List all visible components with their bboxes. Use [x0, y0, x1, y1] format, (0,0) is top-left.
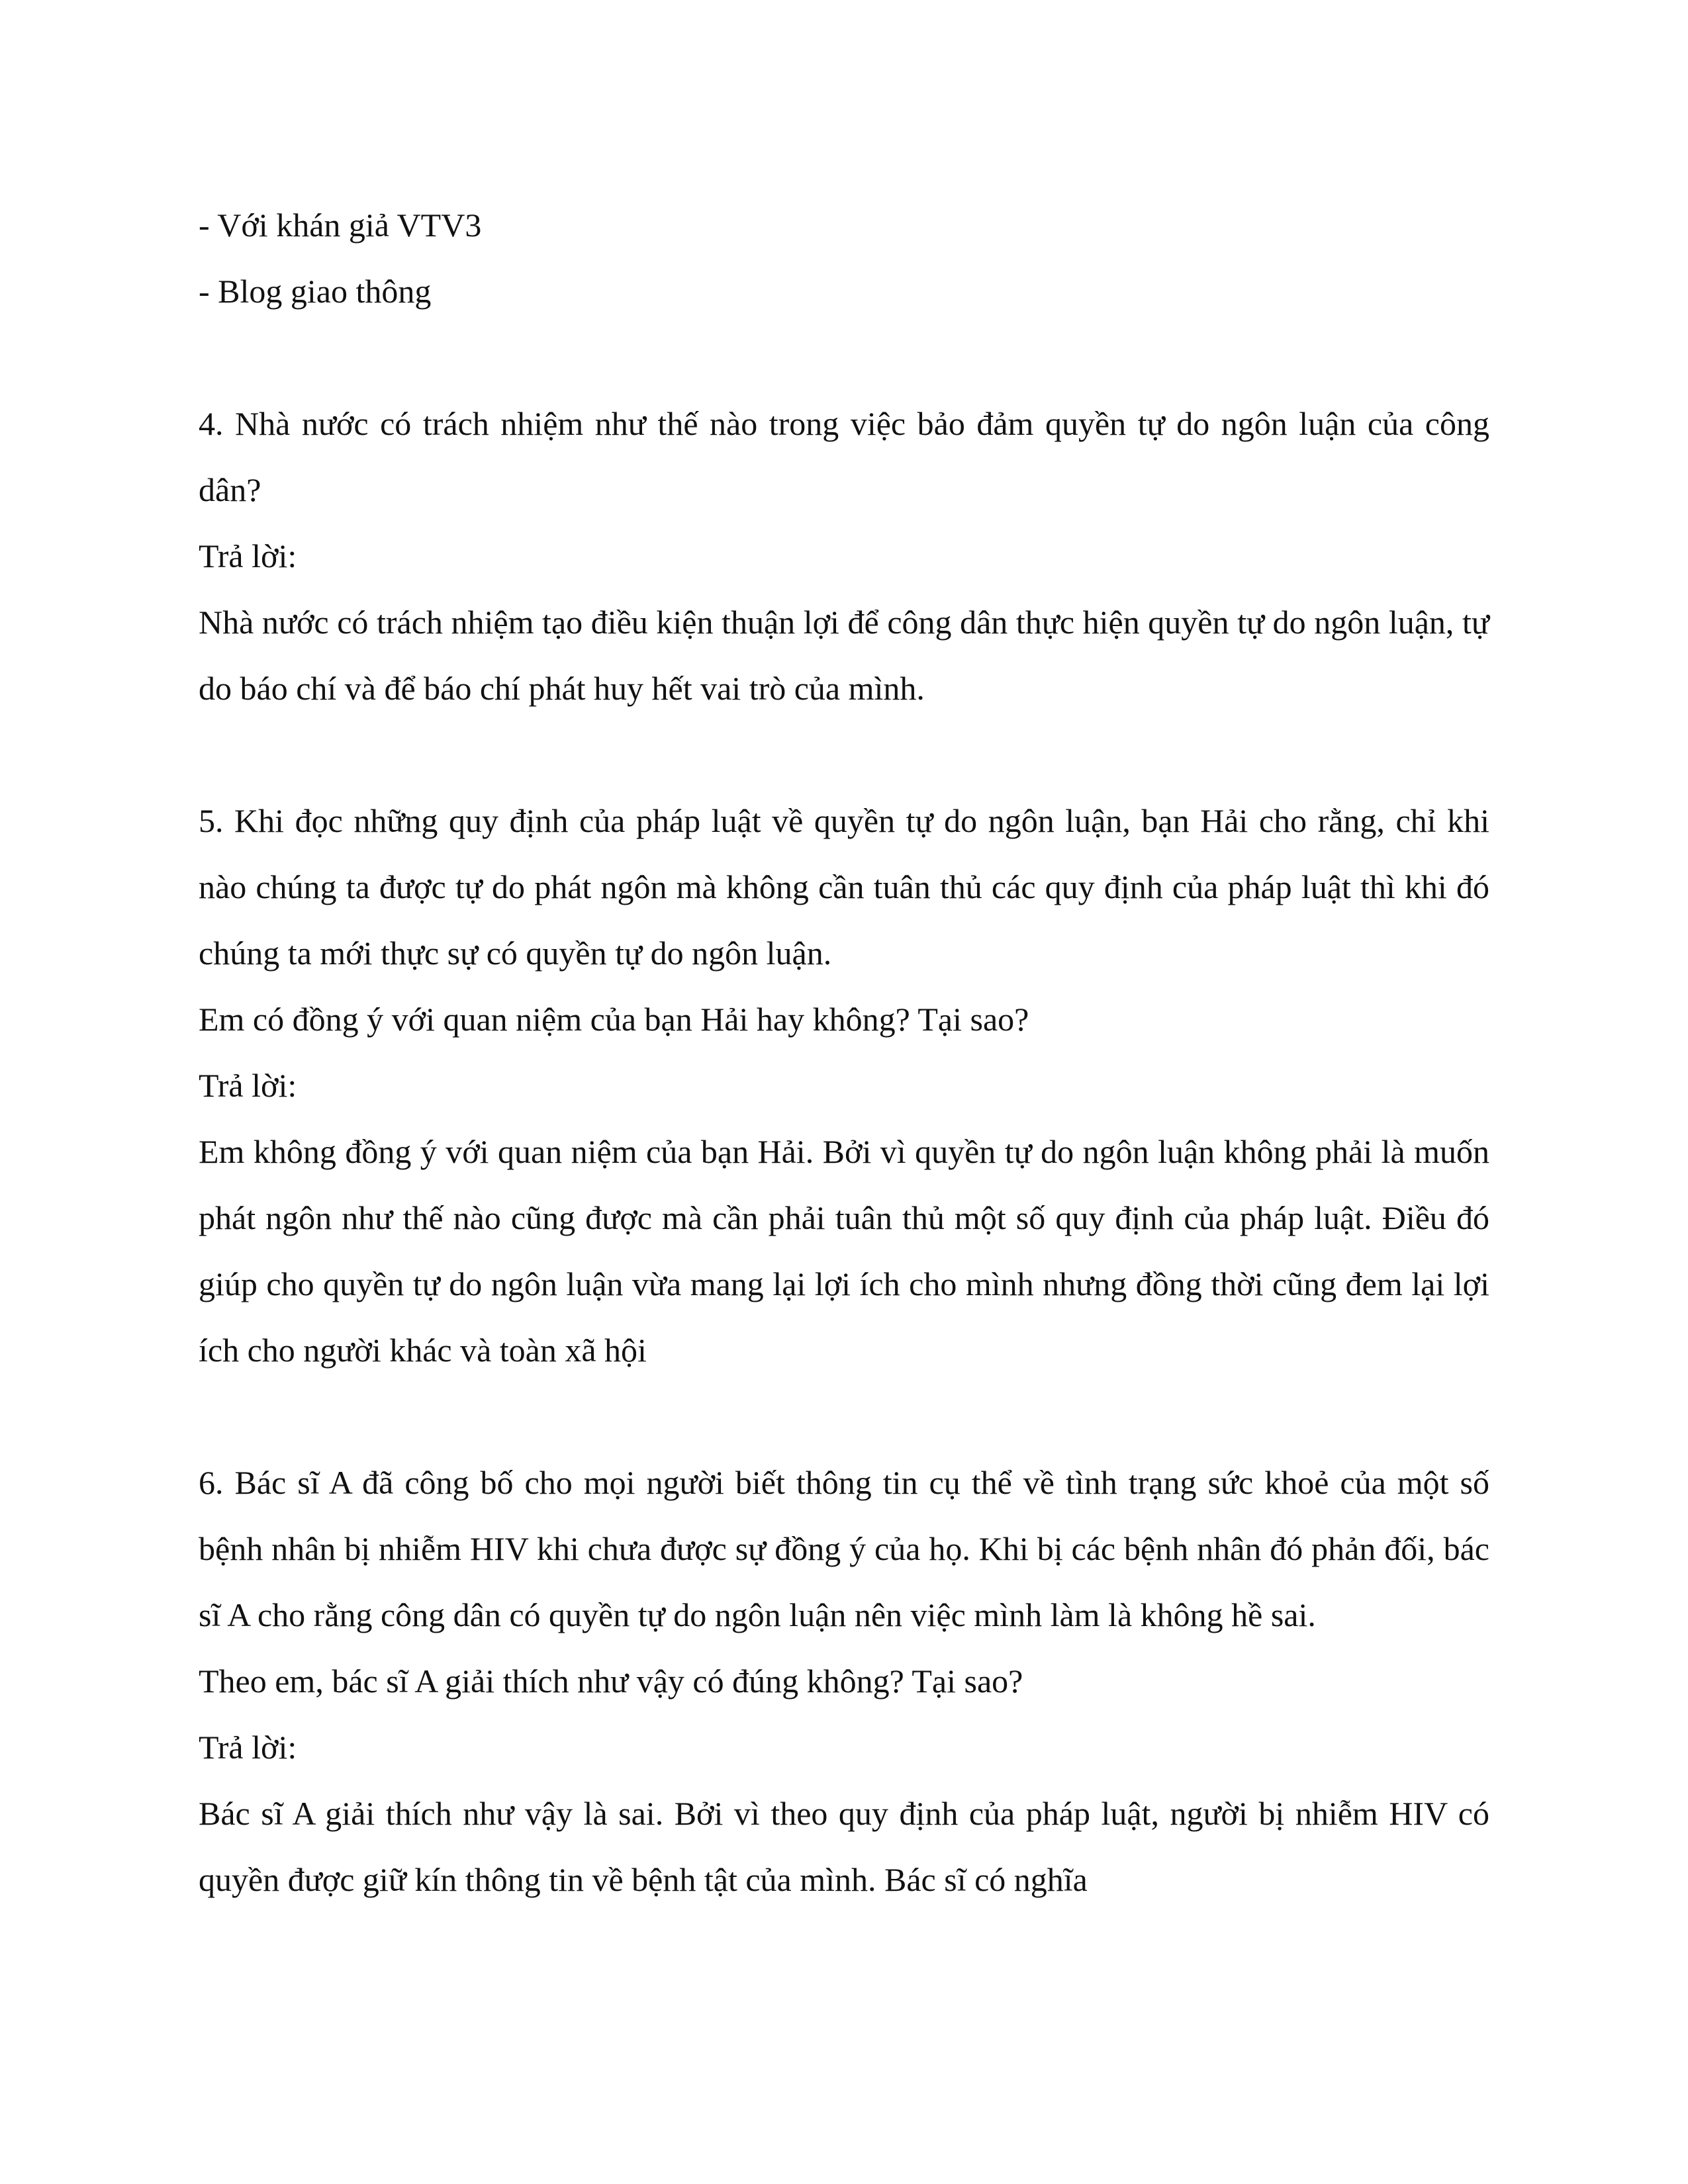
- question-5-answer: Em không đồng ý với quan niệm của bạn Hải. Bởi vì quyền tự do ngôn luận không phải là muốn phát ngôn như thế nào cũng được mà cần phải tuân thủ một số quy định của pháp luật. Điều đó giúp cho quyền tự do ngôn luận vừa mang lại lợi ích cho mình nhưng đồng thời cũng đem lại lợi ích cho người khác và toàn xã hội: [199, 1133, 1489, 1369]
- intro-item-blog: - Blog giao thông: [199, 273, 432, 310]
- document-page: [199, 192, 1489, 1913]
- question-6-text: 6. Bác sĩ A đã công bố cho mọi người biết thông tin cụ thể về tình trạng sức khoẻ của một số bệnh nhân bị nhiễm HIV khi chưa được sự đồng ý của họ. Khi bị các bệnh nhân đó phản đối, bác sĩ A cho rằng công dân có quyền tự do ngôn luận nên việc mình làm là không hề sai.: [199, 1464, 1489, 1633]
- question-4-answer-label: Trả lời:: [199, 537, 297, 574]
- question-4: [199, 390, 1489, 721]
- intro-item-vtv3: - Với khán giả VTV3: [199, 206, 482, 244]
- question-5-sub-question: Em có đồng ý với quan niệm của bạn Hải hay không? Tại sao?: [199, 1001, 1029, 1038]
- question-6-answer: Bác sĩ A giải thích như vậy là sai. Bởi vì theo quy định của pháp luật, người bị nhiễm HIV có quyền được giữ kín thông tin về bệnh tật của mình. Bác sĩ có nghĩa: [199, 1795, 1489, 1898]
- question-6-sub-question: Theo em, bác sĩ A giải thích như vậy có đúng không? Tại sao?: [199, 1662, 1023, 1700]
- question-4-answer: Nhà nước có trách nhiệm tạo điều kiện thuận lợi để công dân thực hiện quyền tự do ngôn luận, tự do báo chí và để báo chí phát huy hết vai trò của mình.: [199, 604, 1489, 707]
- section-gap: [199, 1383, 1489, 1449]
- question-6: [199, 1449, 1489, 1913]
- question-5: [199, 788, 1489, 1383]
- question-6-answer-label: Trả lời:: [199, 1729, 297, 1766]
- question-5-text: 5. Khi đọc những quy định của pháp luật về quyền tự do ngôn luận, bạn Hải cho rằng, chỉ khi nào chúng ta được tự do phát ngôn mà không cần tuân thủ các quy định của pháp luật thì khi đó chúng ta mới thực sự có quyền tự do ngôn luận.: [199, 802, 1489, 972]
- question-5-answer-label: Trả lời:: [199, 1067, 297, 1104]
- section-gap: [199, 324, 1489, 390]
- section-gap: [199, 721, 1489, 788]
- question-4-text: 4. Nhà nước có trách nhiệm như thế nào trong việc bảo đảm quyền tự do ngôn luận của công dân?: [199, 405, 1489, 508]
